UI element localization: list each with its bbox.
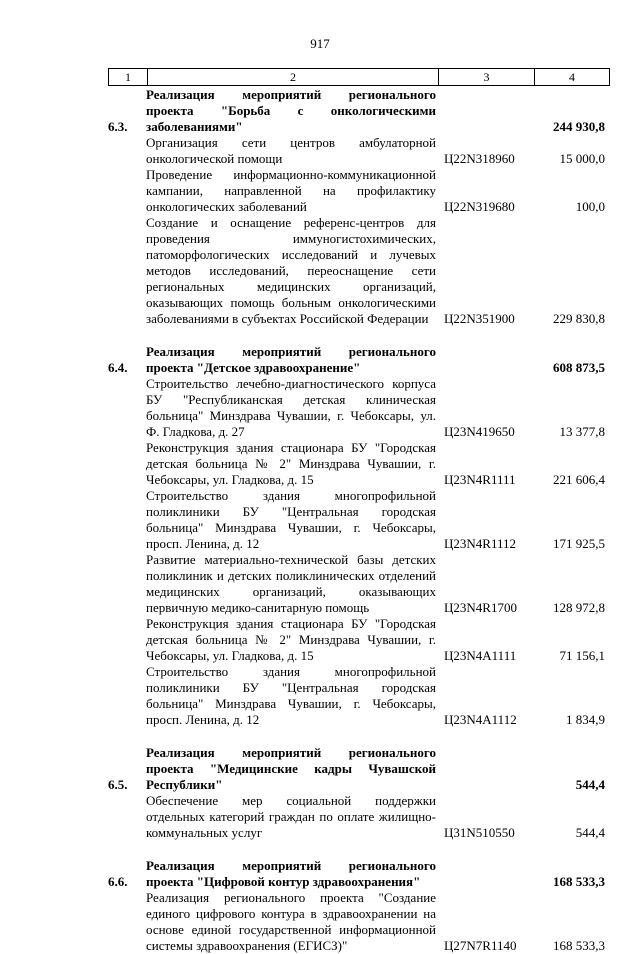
section-title-row [108,87,605,135]
item-code: Ц23N419650 [444,424,515,439]
item-description: Строительство здания многопрофильной поликлиники БУ "Центральная городская больница" Минздрава Чувашии, г. Чебоксары, просп. Ленина, д. 12 [146,488,436,551]
item-description: Проведение информационно-коммуникационной кампании, направленной на профилактику онкологических заболеваний [146,167,436,214]
item-description: Строительство лечебно-диагностического корпуса БУ "Республиканская детская клиническая больница" Минздрава Чувашии, г. Чебоксары, ул. Ф. Гладкова, д. 27 [146,376,436,439]
column-header-2: 2 [148,69,439,86]
item-code: Ц23N4R1700 [444,600,517,615]
table-row [108,215,605,327]
item-code: Ц22N351900 [444,311,515,326]
section-title-row [108,858,605,890]
section-number: 6.4. [108,360,128,375]
section-title: Реализация мероприятий регионального проекта "Борьба с онкологическими заболеваниями" [146,87,436,134]
item-value: 1 834,9 [566,712,605,727]
item-code: Ц22N318960 [444,151,515,166]
item-description: Развитие материально-технической базы детских поликлиник и детских поликлинических отделений медицинских организаций, оказывающих первичную медико-санитарную помощь [146,552,436,615]
table-row [108,440,605,488]
table-row [108,376,605,440]
item-value: 171 925,5 [553,536,605,551]
item-description: Строительство здания многопрофильной поликлиники БУ "Центральная городская больница" Минздрава Чувашии, г. Чебоксары, просп. Ленина, д. 12 [146,664,436,727]
item-code: Ц23N4A1112 [444,712,517,727]
page-number: 917 [310,36,330,51]
item-value: 71 156,1 [559,648,605,663]
table-row [108,616,605,664]
item-value: 221 606,4 [553,472,605,487]
item-description: Создание и оснащение референс-центров для проведения иммуногистохимических, патоморфологических исследований и лучевых методов исследований, переоснащение сети региональных медицинских организаций, оказывающих помощь больным онкологическими заболеваниями в субъектах Российской Федерации [146,215,436,326]
column-header-row [109,69,610,86]
column-header-4: 4 [535,69,610,86]
section-number: 6.6. [108,874,128,889]
item-value: 100,0 [575,199,605,214]
table-row [108,664,605,728]
item-value: 128 972,8 [553,600,605,615]
item-description: Реконструкция здания стационара БУ "Городская детская больница № 2" Минздрава Чувашии, г. Чебоксары, ул. Гладкова, д. 15 [146,440,436,487]
column-header-3: 3 [439,69,535,86]
section-6-4 [108,344,605,728]
section-total: 244 930,8 [553,119,605,134]
item-value: 229 830,8 [553,311,605,326]
item-description: Реализация регионального проекта "Создание единого цифрового контура в здравоохранении на основе единой государственной информационной системы здравоохранения (ЕГИСЗ)" [146,890,436,953]
section-number: 6.5. [108,777,128,792]
item-code: Ц31N510550 [444,825,515,840]
section-6-5 [108,745,605,841]
item-description: Обеспечение мер социальной поддержки отдельных категорий граждан по оплате жилищно-коммунальных услуг [146,793,436,840]
section-number: 6.3. [108,119,128,134]
item-code: Ц22N319680 [444,199,515,214]
table-row [108,793,605,841]
budget-table-body [108,87,605,954]
item-code: Ц23N4A1111 [444,648,517,663]
item-value: 544,4 [575,825,605,840]
item-value: 13 377,8 [559,424,605,439]
item-code: Ц27N7R1140 [444,938,517,953]
item-code: Ц23N4R1112 [444,536,516,551]
section-6-6 [108,858,605,954]
table-row [108,488,605,552]
item-value: 15 000,0 [559,151,605,166]
table-row [108,167,605,215]
section-title: Реализация мероприятий регионального проекта "Медицинские кадры Чувашской Республики" [146,745,436,792]
item-value: 168 533,3 [553,938,605,953]
section-title: Реализация мероприятий регионального проекта "Детское здравоохранение" [146,344,436,375]
section-total: 608 873,5 [553,360,605,375]
column-header-table [108,68,610,86]
section-title-row [108,344,605,376]
item-description: Реконструкция здания стационара БУ "Городская детская больница № 2" Минздрава Чувашии, г. Чебоксары, ул. Гладкова, д. 15 [146,616,436,663]
section-title-row [108,745,605,793]
table-row [108,552,605,616]
section-total: 168 533,3 [553,874,605,889]
table-row [108,135,605,167]
table-row [108,890,605,954]
section-6-3 [108,87,605,327]
section-title: Реализация мероприятий регионального проекта "Цифровой контур здравоохранения" [146,858,436,889]
item-description: Организация сети центров амбулаторной онкологической помощи [146,135,436,166]
column-header-1: 1 [109,69,148,86]
item-code: Ц23N4R1111 [444,472,516,487]
section-total: 544,4 [575,777,605,792]
